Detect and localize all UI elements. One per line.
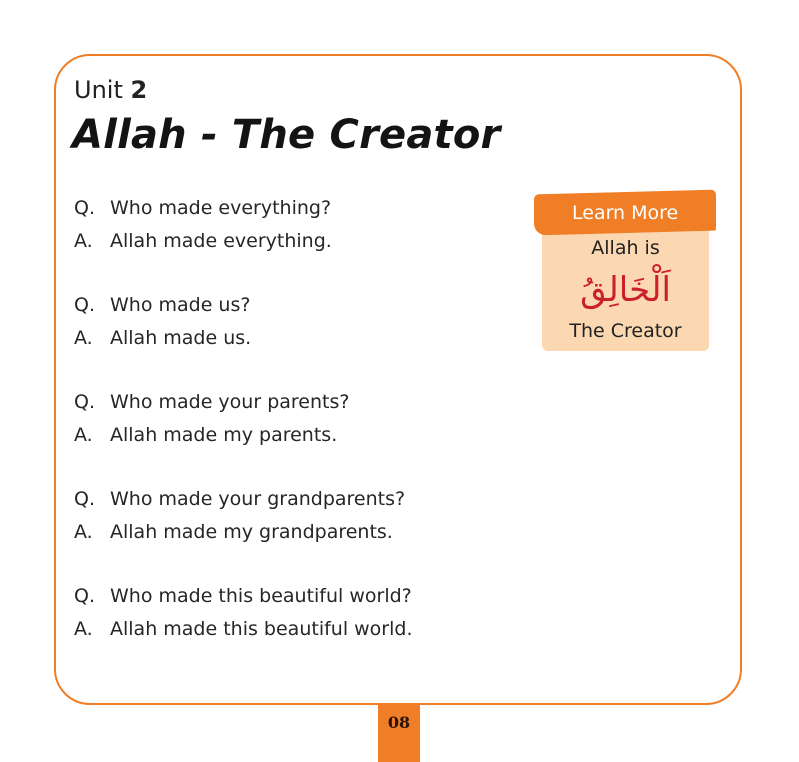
question-line bbox=[74, 192, 514, 225]
answer-marker: A. bbox=[74, 230, 93, 252]
answer-line bbox=[74, 613, 514, 646]
answer-marker: A. bbox=[74, 327, 93, 349]
unit-number: 2 bbox=[130, 76, 148, 104]
qa-pair bbox=[74, 386, 514, 452]
answer-marker: A. bbox=[74, 424, 93, 446]
question-line bbox=[74, 483, 514, 516]
answer-line bbox=[74, 419, 514, 452]
learn-more-line1: Allah is bbox=[591, 237, 660, 259]
question-marker: Q. bbox=[74, 585, 95, 607]
learn-more-heading-tab bbox=[534, 190, 716, 236]
answer-text: Allah made us. bbox=[110, 327, 252, 349]
answer-line bbox=[74, 516, 514, 549]
learn-more-heading: Learn More bbox=[571, 201, 679, 224]
question-marker: Q. bbox=[74, 391, 95, 413]
qa-list bbox=[74, 192, 514, 677]
page-title: Allah - The Creator bbox=[72, 112, 501, 158]
answer-marker: A. bbox=[74, 618, 93, 640]
question-line bbox=[74, 580, 514, 613]
question-marker: Q. bbox=[74, 294, 95, 316]
answer-text: Allah made this beautiful world. bbox=[110, 618, 413, 640]
qa-pair bbox=[74, 580, 514, 646]
unit-label bbox=[74, 76, 147, 104]
answer-text: Allah made everything. bbox=[110, 230, 332, 252]
unit-word: Unit bbox=[74, 76, 123, 104]
question-marker: Q. bbox=[74, 488, 95, 510]
question-marker: Q. bbox=[74, 197, 95, 219]
answer-line bbox=[74, 322, 514, 355]
qa-pair bbox=[74, 289, 514, 355]
qa-pair bbox=[74, 192, 514, 258]
learn-more-content bbox=[542, 234, 709, 344]
learn-more-line2: The Creator bbox=[569, 320, 682, 342]
answer-marker: A. bbox=[74, 521, 93, 543]
question-line bbox=[74, 386, 514, 419]
arabic-name: اَلْخَالِقُ bbox=[580, 270, 671, 310]
answer-text: Allah made my grandparents. bbox=[110, 521, 393, 543]
question-text: Who made this beautiful world? bbox=[110, 585, 412, 607]
question-text: Who made us? bbox=[110, 294, 251, 316]
answer-text: Allah made my parents. bbox=[110, 424, 338, 446]
question-text: Who made your grandparents? bbox=[110, 488, 406, 510]
qa-pair bbox=[74, 483, 514, 549]
question-text: Who made everything? bbox=[110, 197, 332, 219]
answer-line bbox=[74, 225, 514, 258]
question-line bbox=[74, 289, 514, 322]
page-number: 08 bbox=[378, 705, 420, 762]
question-text: Who made your parents? bbox=[110, 391, 350, 413]
